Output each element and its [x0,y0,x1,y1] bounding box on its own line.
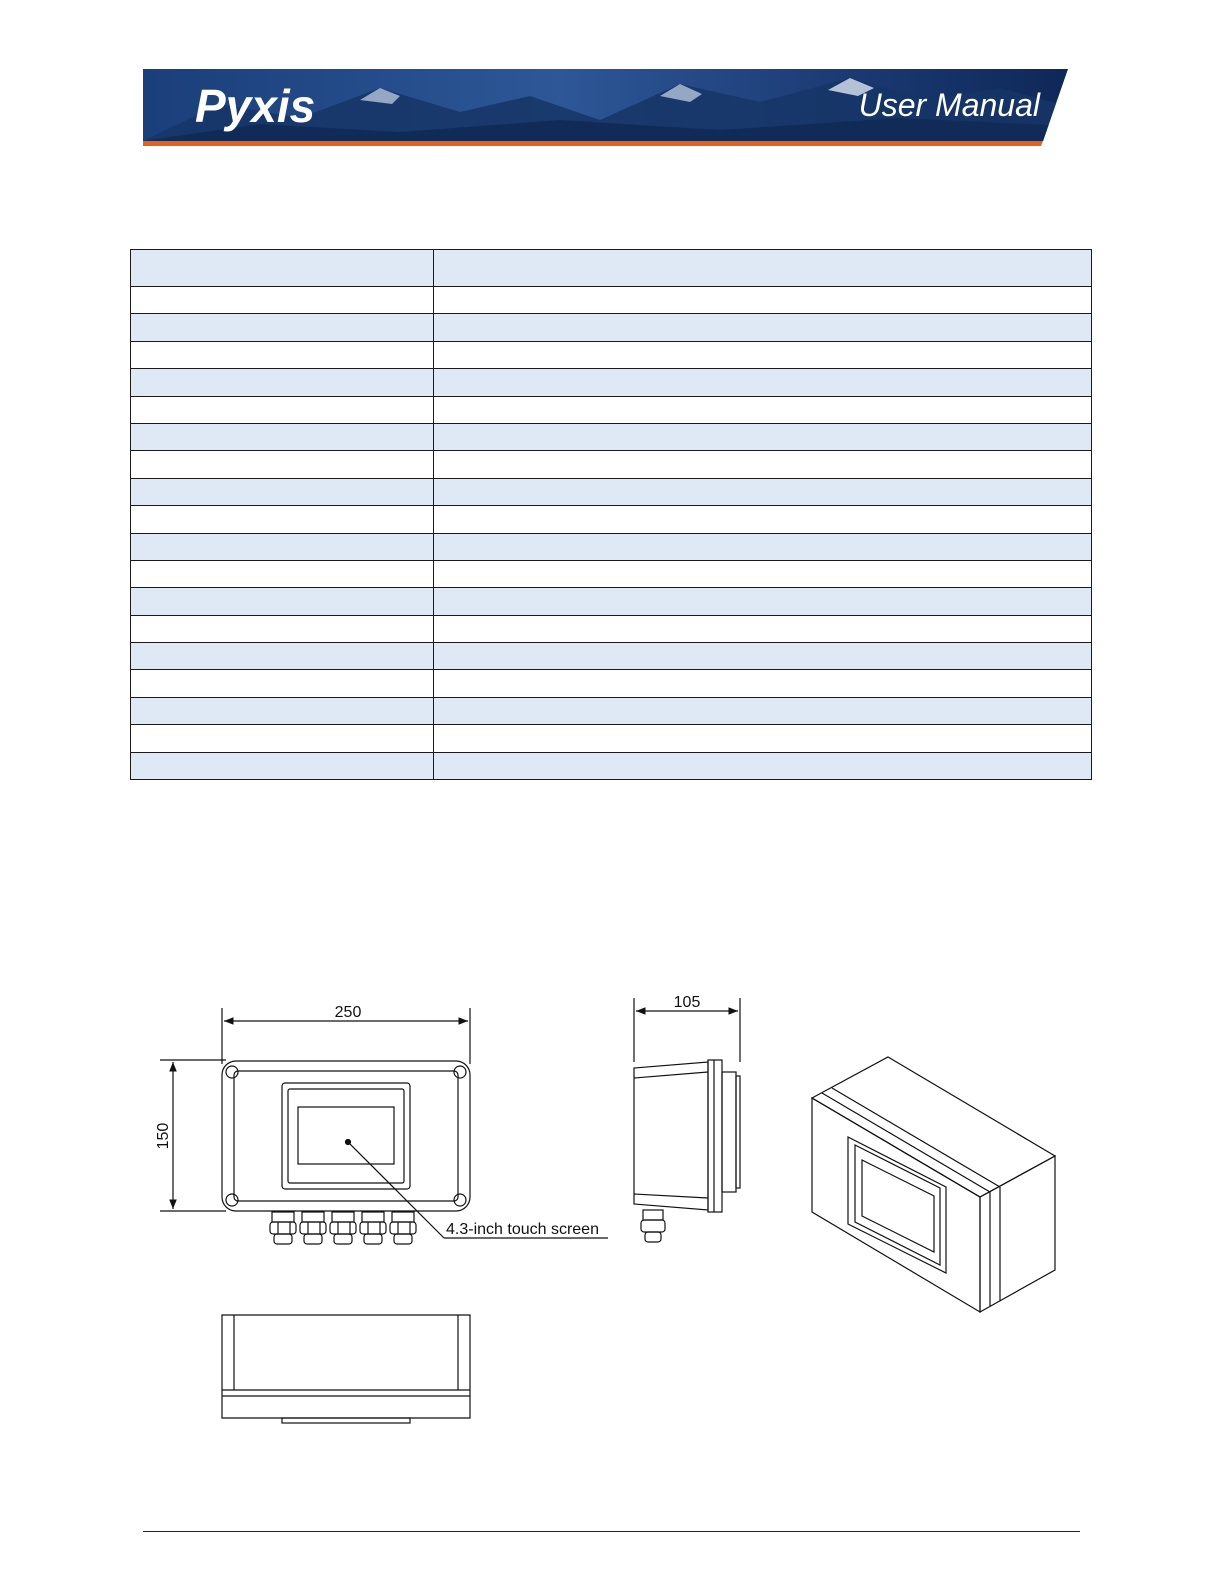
spec-value-cell [434,560,1092,587]
side-enclosure-outline [634,1062,708,1210]
iso-front-face [812,1098,980,1312]
spec-label-cell [131,451,434,478]
spec-value-cell [434,615,1092,642]
spec-value-cell [434,341,1092,368]
spec-value-cell [434,423,1092,450]
spec-label-cell [131,396,434,423]
cable-glands [270,1212,416,1244]
spec-label-cell [131,588,434,615]
table-row [131,451,1092,478]
spec-label-cell [131,533,434,560]
width-dimension-label: 250 [334,1004,362,1021]
table-row [131,615,1092,642]
spec-label-cell [131,725,434,752]
spec-value-cell [434,697,1092,724]
banner-title: User Manual [858,87,1040,123]
table-row [131,533,1092,560]
table-row [131,725,1092,752]
table-row [131,341,1092,368]
spec-value-cell [434,396,1092,423]
spec-value-cell [434,752,1092,779]
spec-label-cell [131,250,434,287]
table-row [131,506,1092,533]
table-row [131,697,1092,724]
spec-label-cell [131,369,434,396]
footer-rule [143,1531,1080,1532]
spec-table [130,249,1092,780]
spec-label-cell [131,506,434,533]
spec-value-cell [434,533,1092,560]
spec-value-cell [434,670,1092,697]
spec-value-cell [434,588,1092,615]
depth-dimension-label: 105 [673,994,701,1011]
screen-callout-label: 4.3-inch touch screen [446,1221,599,1238]
bottom-enclosure-outline [222,1315,470,1418]
spec-value-cell [434,287,1092,314]
table-row [131,670,1092,697]
spec-label-cell [131,560,434,587]
banner-accent-stripe [143,141,1043,146]
screen-bezel [282,1083,410,1189]
spec-label-cell [131,697,434,724]
isometric-view [812,1057,1055,1312]
spec-label-cell [131,341,434,368]
table-row [131,287,1092,314]
touch-screen [298,1107,394,1164]
dimension-drawings [0,985,1225,1445]
table-row [131,588,1092,615]
side-view [634,994,740,1242]
table-row [131,423,1092,450]
spec-value-cell [434,250,1092,287]
spec-value-cell [434,369,1092,396]
spec-value-cell [434,643,1092,670]
spec-label-cell [131,314,434,341]
spec-label-cell [131,643,434,670]
table-row [131,752,1092,779]
spec-label-cell [131,670,434,697]
bottom-view [222,1315,470,1423]
table-row [131,250,1092,287]
spec-label-cell [131,423,434,450]
table-row [131,560,1092,587]
table-row [131,314,1092,341]
spec-label-cell [131,478,434,505]
spec-label-cell [131,615,434,642]
spec-value-cell [434,478,1092,505]
spec-value-cell [434,725,1092,752]
front-view [155,1004,608,1244]
header-banner [0,0,1225,160]
spec-label-cell [131,752,434,779]
spec-value-cell [434,451,1092,478]
spec-label-cell [131,287,434,314]
iso-screen [862,1160,934,1252]
spec-value-cell [434,506,1092,533]
table-row [131,478,1092,505]
spec-value-cell [434,314,1092,341]
table-row [131,643,1092,670]
table-row [131,369,1092,396]
table-row [131,396,1092,423]
height-dimension-label: 150 [155,1122,172,1150]
brand-logo: Pyxis [195,80,316,132]
